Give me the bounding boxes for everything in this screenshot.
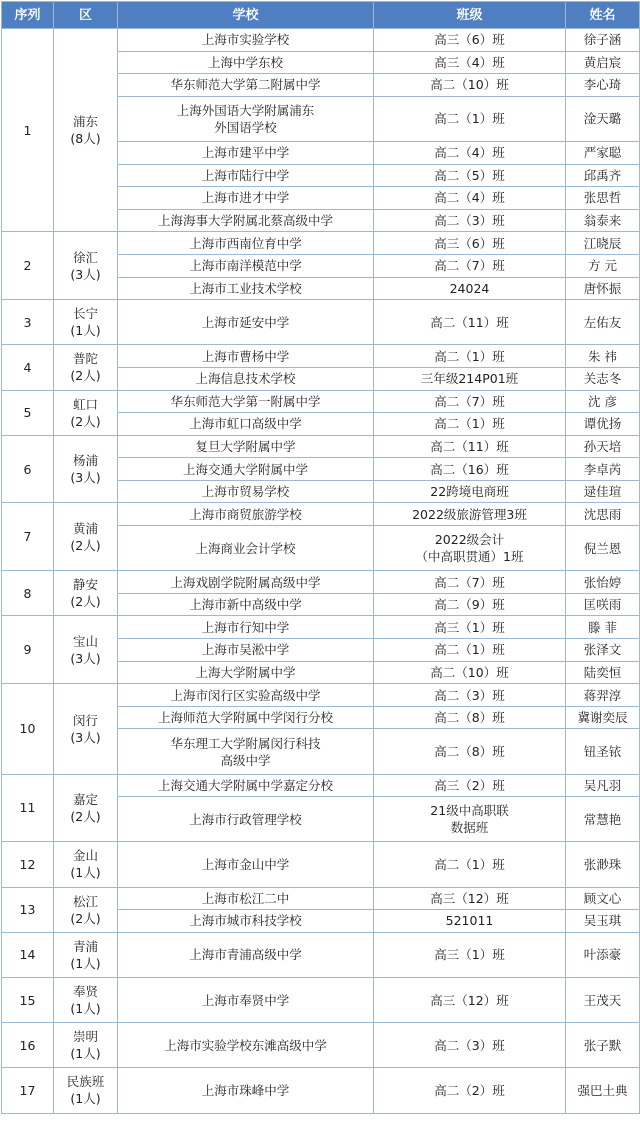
school-cell: 上海交通大学附属中学嘉定分校 xyxy=(118,774,374,797)
district-name: 黄浦 xyxy=(72,520,98,536)
student-name-cell: 黄启宸 xyxy=(566,51,640,74)
student-name-cell: 钮圣铱 xyxy=(566,729,640,774)
header-class: 班级 xyxy=(374,2,566,29)
student-name-cell: 倪兰恩 xyxy=(566,526,640,571)
school-cell: 上海大学附属中学 xyxy=(118,661,374,684)
district-count: (1人) xyxy=(70,1001,101,1017)
school-cell: 上海市商贸旅游学校 xyxy=(118,503,374,526)
table-header-row xyxy=(2,2,640,29)
district-name: 金山 xyxy=(72,848,98,864)
district-name: 奉贤 xyxy=(72,984,98,1000)
class-cell: 高三（12）班 xyxy=(374,887,566,910)
class-cell: 高二（3）班 xyxy=(374,1023,566,1068)
school-cell: 上海市西南位育中学 xyxy=(118,232,374,255)
school-cell: 上海市实验学校东滩高级中学 xyxy=(118,1023,374,1068)
student-name-cell: 孙天培 xyxy=(566,435,640,458)
district-cell xyxy=(54,1023,118,1068)
table-row xyxy=(2,977,640,1022)
district-name: 嘉定 xyxy=(72,791,98,807)
table-row xyxy=(2,390,640,413)
district-count: (1人) xyxy=(70,955,101,971)
student-name-cell: 左佑友 xyxy=(566,300,640,345)
district-name: 长宁 xyxy=(72,306,98,322)
district-cell xyxy=(54,232,118,300)
table-row xyxy=(2,684,640,707)
school-cell: 上海市实验学校 xyxy=(118,29,374,52)
seq-cell: 3 xyxy=(2,300,54,345)
class-cell: 高二（4）班 xyxy=(374,141,566,164)
school-cell: 上海市曹杨中学 xyxy=(118,345,374,368)
seq-cell: 7 xyxy=(2,503,54,571)
student-name-cell: 陆奕恒 xyxy=(566,661,640,684)
class-cell: 三年级214P01班 xyxy=(374,367,566,390)
student-list-table xyxy=(1,1,640,1114)
district-count: (3人) xyxy=(70,266,101,282)
district-count: (3人) xyxy=(70,729,101,745)
student-name-cell: 徐子涵 xyxy=(566,29,640,52)
district-name: 崇明 xyxy=(72,1029,98,1045)
district-count: (2人) xyxy=(70,808,101,824)
seq-cell: 14 xyxy=(2,932,54,977)
student-name-cell: 张怡婷 xyxy=(566,571,640,594)
district-name: 闵行 xyxy=(72,712,98,728)
district-cell xyxy=(54,774,118,842)
student-name-cell: 张泽文 xyxy=(566,639,640,662)
district-name: 松江 xyxy=(72,893,98,909)
class-cell: 高二（8）班 xyxy=(374,729,566,774)
student-name-cell: 常慧艳 xyxy=(566,797,640,842)
student-name-cell: 强巴土典 xyxy=(566,1068,640,1113)
table-row xyxy=(2,932,640,977)
student-name-cell: 王茂天 xyxy=(566,977,640,1022)
table-row xyxy=(2,1068,640,1113)
district-count: (8人) xyxy=(70,131,101,147)
school-cell: 上海市陆行中学 xyxy=(118,164,374,187)
cell-line: 数据班 xyxy=(450,820,489,836)
district-cell xyxy=(54,571,118,616)
district-name: 青浦 xyxy=(72,938,98,954)
district-cell xyxy=(54,932,118,977)
school-cell: 上海市延安中学 xyxy=(118,300,374,345)
seq-cell: 9 xyxy=(2,616,54,684)
student-name-cell: 顾文心 xyxy=(566,887,640,910)
cell-line: 外国语学校 xyxy=(214,119,277,135)
student-name-cell: 叶添豪 xyxy=(566,932,640,977)
seq-cell: 4 xyxy=(2,345,54,390)
school-cell: 上海市建平中学 xyxy=(118,141,374,164)
student-name-cell: 关志冬 xyxy=(566,367,640,390)
class-cell: 高二（7）班 xyxy=(374,390,566,413)
district-name: 静安 xyxy=(72,577,98,593)
class-cell: 2022级旅游管理3班 xyxy=(374,503,566,526)
class-cell xyxy=(374,526,566,571)
student-name-cell: 江晓辰 xyxy=(566,232,640,255)
student-name-cell: 谭优扬 xyxy=(566,413,640,436)
table-row xyxy=(2,435,640,458)
school-cell: 上海商业会计学校 xyxy=(118,526,374,571)
student-name-cell: 李心琦 xyxy=(566,74,640,97)
school-cell: 上海海事大学附属北蔡高级中学 xyxy=(118,209,374,232)
district-cell xyxy=(54,29,118,232)
cell-line: 21级中高职联 xyxy=(430,803,509,819)
cell-line: 高级中学 xyxy=(220,752,271,768)
class-cell: 高二（2）班 xyxy=(374,1068,566,1113)
class-cell: 高二（9）班 xyxy=(374,593,566,616)
school-cell: 上海戏剧学院附属高级中学 xyxy=(118,571,374,594)
student-name-cell: 蒋羿淳 xyxy=(566,684,640,707)
seq-cell: 1 xyxy=(2,29,54,232)
class-cell: 高三（1）班 xyxy=(374,616,566,639)
cell-line: 2022级会计 xyxy=(434,532,505,548)
seq-cell: 11 xyxy=(2,774,54,842)
school-cell: 华东师范大学第一附属中学 xyxy=(118,390,374,413)
district-count: (2人) xyxy=(70,413,101,429)
district-count: (1人) xyxy=(70,1091,101,1107)
district-count: (2人) xyxy=(70,594,101,610)
school-cell: 上海中学东校 xyxy=(118,51,374,74)
seq-cell: 15 xyxy=(2,977,54,1022)
seq-cell: 13 xyxy=(2,887,54,932)
district-count: (1人) xyxy=(70,323,101,339)
district-cell xyxy=(54,435,118,503)
class-cell: 高二（3）班 xyxy=(374,209,566,232)
school-cell: 上海师范大学附属中学闵行分校 xyxy=(118,706,374,729)
school-cell: 上海市青浦高级中学 xyxy=(118,932,374,977)
class-cell: 22跨境电商班 xyxy=(374,480,566,503)
class-cell: 高三（6）班 xyxy=(374,232,566,255)
header-name: 姓名 xyxy=(566,2,640,29)
district-cell xyxy=(54,977,118,1022)
header-seq: 序列 xyxy=(2,2,54,29)
table-row xyxy=(2,1023,640,1068)
district-count: (1人) xyxy=(70,1046,101,1062)
district-cell xyxy=(54,390,118,435)
table-row xyxy=(2,345,640,368)
header-school: 学校 xyxy=(118,2,374,29)
class-cell: 高二（1）班 xyxy=(374,842,566,887)
district-name: 浦东 xyxy=(72,114,98,130)
class-cell: 高三（1）班 xyxy=(374,932,566,977)
class-cell: 高三（6）班 xyxy=(374,29,566,52)
school-cell: 上海市行知中学 xyxy=(118,616,374,639)
class-cell: 高二（1）班 xyxy=(374,639,566,662)
student-name-cell: 吴凡羽 xyxy=(566,774,640,797)
table-row xyxy=(2,300,640,345)
district-count: (3人) xyxy=(70,470,101,486)
table-row xyxy=(2,616,640,639)
student-name-cell: 吴玉琪 xyxy=(566,910,640,933)
district-cell xyxy=(54,842,118,887)
cell-line: 上海外国语大学附属浦东 xyxy=(176,102,315,118)
school-cell: 上海信息技术学校 xyxy=(118,367,374,390)
class-cell: 高二（10）班 xyxy=(374,661,566,684)
school-cell: 上海市吴淞中学 xyxy=(118,639,374,662)
district-cell xyxy=(54,1068,118,1113)
table-row xyxy=(2,29,640,52)
school-cell: 上海交通大学附属中学 xyxy=(118,458,374,481)
seq-cell: 5 xyxy=(2,390,54,435)
table-body xyxy=(2,29,640,1114)
class-cell: 高二（4）班 xyxy=(374,187,566,210)
table-row xyxy=(2,503,640,526)
student-name-cell: 张子默 xyxy=(566,1023,640,1068)
student-name-cell: 邱禹齐 xyxy=(566,164,640,187)
district-cell xyxy=(54,684,118,774)
seq-cell: 16 xyxy=(2,1023,54,1068)
school-cell: 华东师范大学第二附属中学 xyxy=(118,74,374,97)
student-name-cell: 严家聪 xyxy=(566,141,640,164)
school-cell: 上海市工业技术学校 xyxy=(118,277,374,300)
school-cell: 上海市松江二中 xyxy=(118,887,374,910)
student-name-cell: 朱 祎 xyxy=(566,345,640,368)
school-cell: 上海市虹口高级中学 xyxy=(118,413,374,436)
school-cell: 上海市贸易学校 xyxy=(118,480,374,503)
district-count: (2人) xyxy=(70,910,101,926)
student-name-cell: 张思哲 xyxy=(566,187,640,210)
class-cell: 高二（10）班 xyxy=(374,74,566,97)
class-cell: 521011 xyxy=(374,910,566,933)
table-row xyxy=(2,842,640,887)
student-name-cell: 沈思雨 xyxy=(566,503,640,526)
table-row xyxy=(2,571,640,594)
header-district: 区 xyxy=(54,2,118,29)
class-cell: 高二（11）班 xyxy=(374,435,566,458)
school-cell: 上海市城市科技学校 xyxy=(118,910,374,933)
student-name-cell: 翁泰来 xyxy=(566,209,640,232)
school-cell: 上海市行政管理学校 xyxy=(118,797,374,842)
class-cell: 高三（2）班 xyxy=(374,774,566,797)
class-cell: 高三（12）班 xyxy=(374,977,566,1022)
district-cell xyxy=(54,345,118,390)
student-name-cell: 冀谢奕辰 xyxy=(566,706,640,729)
class-cell: 高二（7）班 xyxy=(374,571,566,594)
school-cell: 上海市新中高级中学 xyxy=(118,593,374,616)
district-name: 虹口 xyxy=(72,396,98,412)
class-cell: 高三（4）班 xyxy=(374,51,566,74)
district-count: (2人) xyxy=(70,537,101,553)
seq-cell: 12 xyxy=(2,842,54,887)
class-cell: 高二（16）班 xyxy=(374,458,566,481)
student-name-cell: 淦天璐 xyxy=(566,96,640,141)
seq-cell: 6 xyxy=(2,435,54,503)
school-cell xyxy=(118,96,374,141)
student-name-cell: 逯佳瑄 xyxy=(566,480,640,503)
district-count: (1人) xyxy=(70,865,101,881)
class-cell: 高二（3）班 xyxy=(374,684,566,707)
school-cell: 上海市南洋模范中学 xyxy=(118,254,374,277)
district-cell xyxy=(54,503,118,571)
school-cell: 上海市闵行区实验高级中学 xyxy=(118,684,374,707)
seq-cell: 10 xyxy=(2,684,54,774)
school-cell: 上海市金山中学 xyxy=(118,842,374,887)
district-cell xyxy=(54,887,118,932)
student-name-cell: 张渺珠 xyxy=(566,842,640,887)
class-cell xyxy=(374,797,566,842)
school-cell: 上海市进才中学 xyxy=(118,187,374,210)
seq-cell: 17 xyxy=(2,1068,54,1113)
district-cell xyxy=(54,300,118,345)
school-cell: 上海市奉贤中学 xyxy=(118,977,374,1022)
student-name-cell: 唐怀振 xyxy=(566,277,640,300)
school-cell: 复旦大学附属中学 xyxy=(118,435,374,458)
student-name-cell: 李卓芮 xyxy=(566,458,640,481)
student-name-cell: 滕 菲 xyxy=(566,616,640,639)
cell-line: （中高职贯通）1班 xyxy=(415,549,524,565)
district-name: 杨浦 xyxy=(72,453,98,469)
class-cell: 高二（1）班 xyxy=(374,96,566,141)
district-name: 民族班 xyxy=(66,1074,105,1090)
student-name-cell: 方 元 xyxy=(566,254,640,277)
student-name-cell: 匡咲雨 xyxy=(566,593,640,616)
table-row xyxy=(2,774,640,797)
district-cell xyxy=(54,616,118,684)
cell-line: 华东理工大学附属闵行科技 xyxy=(170,735,321,751)
class-cell: 高二（5）班 xyxy=(374,164,566,187)
class-cell: 24024 xyxy=(374,277,566,300)
class-cell: 高二（7）班 xyxy=(374,254,566,277)
seq-cell: 2 xyxy=(2,232,54,300)
class-cell: 高二（1）班 xyxy=(374,345,566,368)
district-count: (2人) xyxy=(70,368,101,384)
student-name-cell: 沈 彦 xyxy=(566,390,640,413)
school-cell xyxy=(118,729,374,774)
district-name: 宝山 xyxy=(72,633,98,649)
district-name: 徐汇 xyxy=(72,249,98,265)
table-row xyxy=(2,887,640,910)
class-cell: 高二（11）班 xyxy=(374,300,566,345)
seq-cell: 8 xyxy=(2,571,54,616)
district-name: 普陀 xyxy=(72,351,98,367)
class-cell: 高二（1）班 xyxy=(374,413,566,436)
class-cell: 高二（8）班 xyxy=(374,706,566,729)
school-cell: 上海市珠峰中学 xyxy=(118,1068,374,1113)
district-count: (3人) xyxy=(70,650,101,666)
table-row xyxy=(2,232,640,255)
